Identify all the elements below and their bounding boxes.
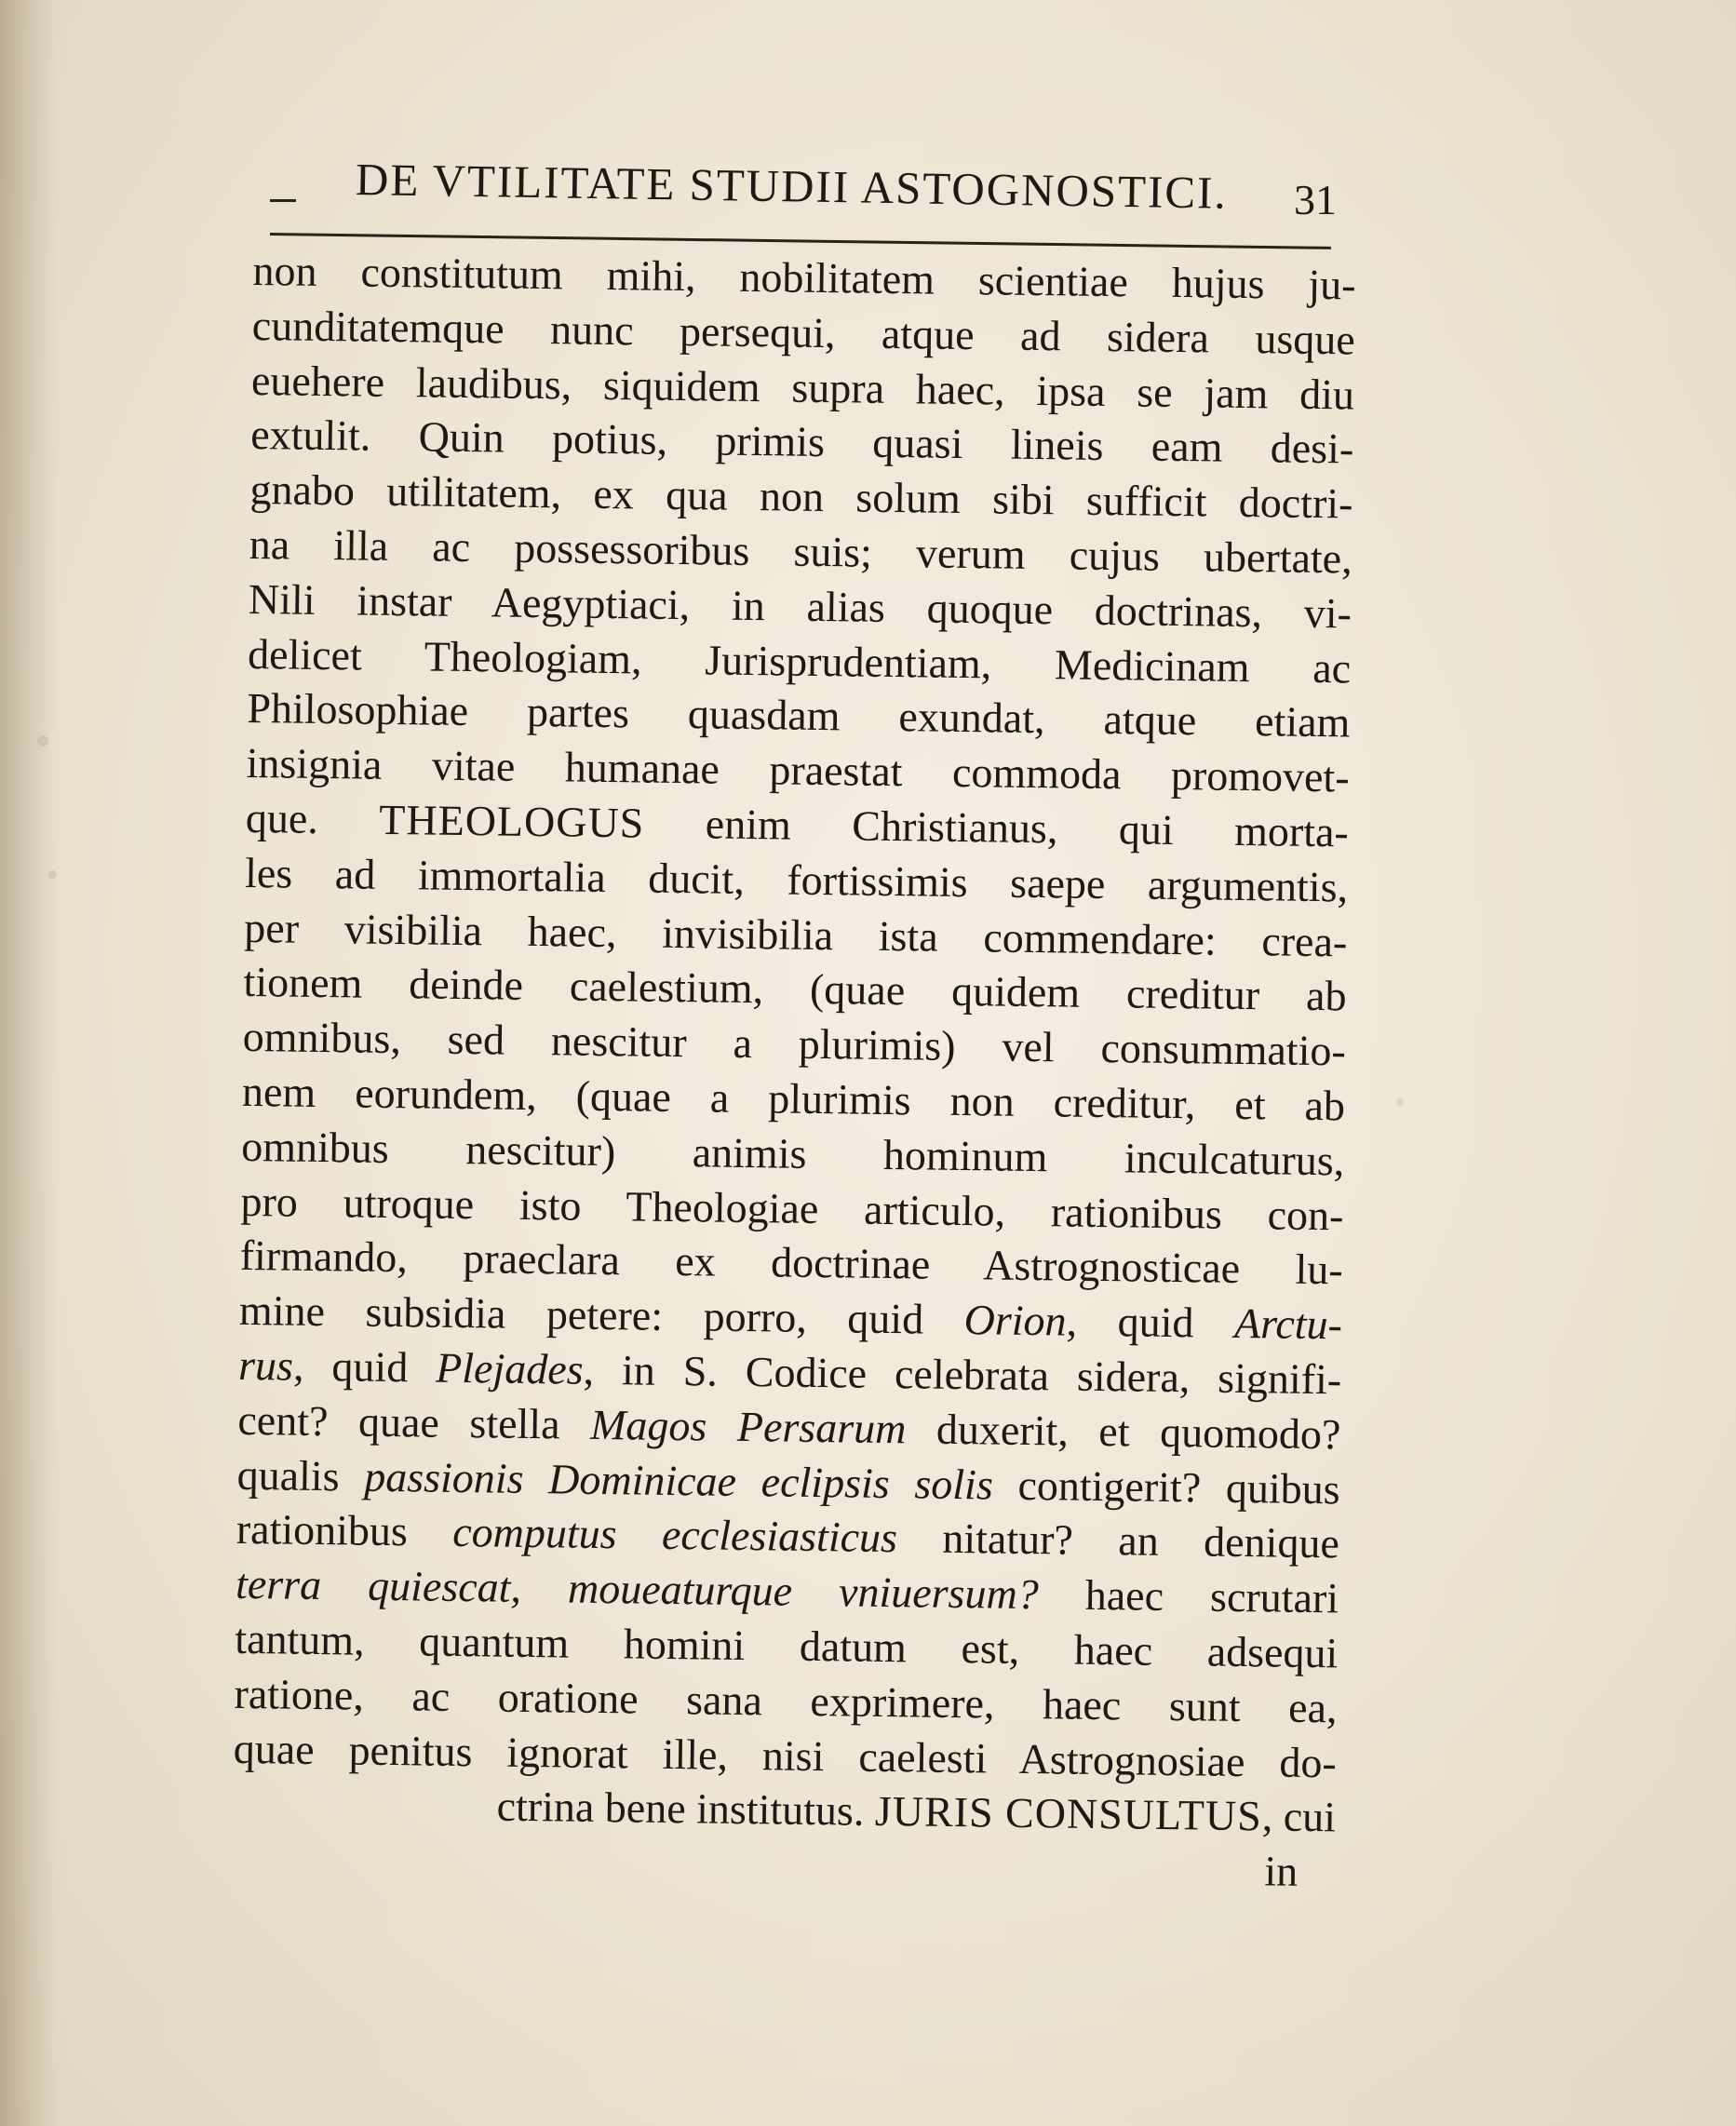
text-segment: nitatur? an denique bbox=[896, 1514, 1340, 1568]
italic-text: Magos Persarum bbox=[589, 1400, 907, 1453]
text-segment: que. bbox=[245, 793, 380, 843]
text-segment: omnibus nescitur) animis hominum inculcaturus, bbox=[240, 1122, 1345, 1185]
text-segment: non constitutum mihi, nobilitatem scientiae hujus ju- bbox=[252, 246, 1356, 309]
text-segment: ctrina bene institutus. bbox=[496, 1782, 876, 1836]
text-segment: quae penitus ignorat ille, nisi caelesti Astrognosiae do- bbox=[233, 1724, 1338, 1786]
text-segment: euehere laudibus, siquidem supra haec, ipsa se jam diu bbox=[250, 356, 1355, 419]
page-number: 31 bbox=[1294, 176, 1337, 223]
italic-text: Plejades bbox=[435, 1343, 584, 1393]
text-segment: na illa ac possessoribus suis; verum cujus ubertate, bbox=[249, 519, 1353, 583]
text-segment: ratione, ac oratione sana exprimere, haec sunt ea, bbox=[234, 1669, 1338, 1732]
text-segment: per visibilia haec, invisibilia ista commendare: crea- bbox=[244, 903, 1348, 966]
catchword: in bbox=[1264, 1847, 1299, 1895]
italic-text: terra quiescat, moueaturque vniuersum? bbox=[235, 1560, 1040, 1619]
paper-stain bbox=[37, 735, 48, 747]
text-segment: nem eorundem, (quae a plurimis non creditur, et ab bbox=[241, 1067, 1346, 1130]
text-segment: tantum, quantum homini datum est, haec adsequi bbox=[235, 1614, 1339, 1677]
text-segment: haec scrutari bbox=[1038, 1570, 1339, 1622]
text-segment: firmando, praeclara ex doctrinae Astrognosticae lu- bbox=[239, 1231, 1344, 1294]
text-segment: tionem deinde caelestium, (quae quidem creditur ab bbox=[243, 958, 1347, 1020]
text-segment: rationibus bbox=[236, 1505, 453, 1556]
paper-stain bbox=[48, 870, 57, 879]
body-text bbox=[232, 244, 1356, 1900]
text-segment: pro utroque isto Theologiae articulo, rationibus con- bbox=[240, 1177, 1344, 1239]
text-segment: insignia vitae humanae praestat commoda promovet- bbox=[246, 739, 1350, 801]
running-title: DE VTILITATE STUDII ASTOGNOSTICI. bbox=[355, 154, 1229, 219]
text-segment: cunditatemque nunc persequi, atque ad sidera usque bbox=[251, 301, 1356, 364]
italic-text: rus bbox=[237, 1340, 294, 1390]
text-segment: enim Christianus, qui morta- bbox=[643, 799, 1350, 856]
text-segment: , cui bbox=[1261, 1792, 1337, 1841]
italic-text: Arctu- bbox=[1233, 1299, 1343, 1349]
text-segment: delicet Theologiam, Jurisprudentiam, Medicinam ac bbox=[247, 629, 1352, 693]
text-segment: cent? quae stella bbox=[237, 1395, 591, 1448]
paper-stain bbox=[1396, 1098, 1404, 1106]
text-segment: gnabo utilitatem, ex qua non solum sibi sufficit doctri- bbox=[249, 465, 1353, 528]
text-segment: contigerit? quibus bbox=[992, 1460, 1340, 1513]
italic-text: computus ecclesiasticus bbox=[452, 1508, 898, 1562]
text-segment: , quid bbox=[292, 1341, 437, 1392]
italic-text: Orion bbox=[963, 1296, 1067, 1345]
capital-text: THEOLOGUS bbox=[379, 795, 645, 847]
text-segment: Philosophiae partes quasdam exundat, atque etiam bbox=[247, 684, 1351, 747]
capital-text: JURIS CONSULTUS bbox=[874, 1787, 1263, 1840]
header-dash bbox=[270, 199, 296, 202]
text-segment: , in S. Codice celebrata sidera, signifi- bbox=[583, 1345, 1342, 1404]
text-segment: duxerit, et quomodo? bbox=[906, 1405, 1341, 1459]
text-segment: qualis bbox=[236, 1450, 365, 1500]
text-segment: Nili instar Aegyptiaci, in alias quoque doctrinas, vi- bbox=[248, 574, 1352, 638]
text-segment: , quid bbox=[1066, 1297, 1235, 1348]
text-segment: les ad immortalia ducit, fortissimis saepe argumentis, bbox=[244, 848, 1349, 911]
text-segment: mine subsidia petere: porro, quid bbox=[238, 1286, 965, 1344]
running-header bbox=[270, 147, 1340, 222]
text-segment: omnibus, sed nescitur a plurimis) vel consummatio- bbox=[242, 1013, 1347, 1075]
text-segment: extulit. Quin potius, primis quasi lineis eam desi- bbox=[249, 410, 1354, 473]
italic-text: passionis Dominicae eclipsis solis bbox=[363, 1452, 994, 1509]
